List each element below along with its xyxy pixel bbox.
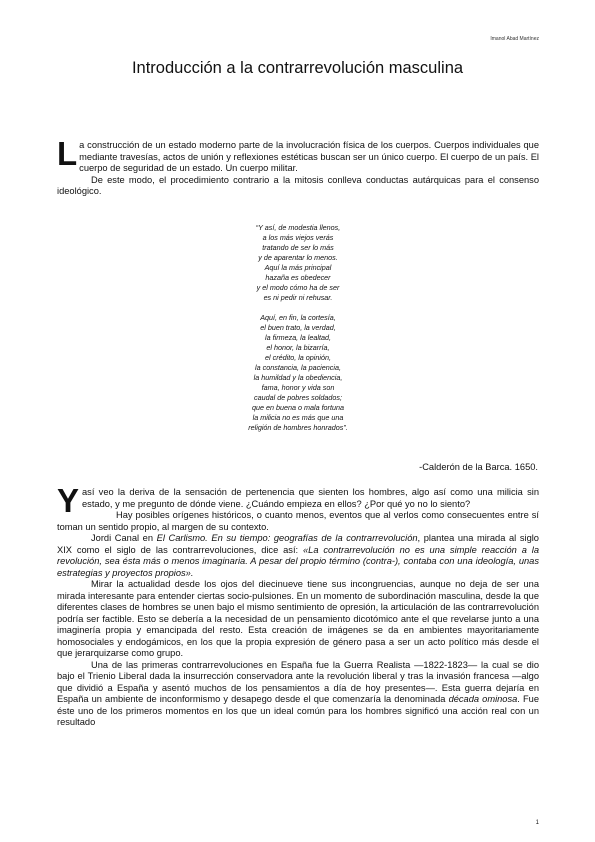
main-section [57, 482, 539, 729]
poem-line: el buen trato, la verdad, [260, 323, 336, 332]
page-title: Introducción a la contrarrevolución masculina [131, 59, 464, 77]
intro-paragraph-2: De este modo, el procedimiento contrario a la mitosis conlleva conductas autárquicas para el consenso ideológico. [57, 174, 539, 196]
section2-paragraph-3: Jordi Canal en El Carlismo. En su tiempo: geografías de la contrarrevolución, plantea una mirada al siglo XIX como el siglo de las contrarrevoluciones, dice así: «La contrarrevolución no es una simple reacción a la revolución, sea ésta más o menos imaginaria. A pesar del propio término (contra-), contaba con una ideología, unas estrategias y proyectos propios». [57, 533, 539, 578]
poem-line: la firmeza, la lealtad, [265, 333, 331, 342]
poem-line: religión de hombres honrados”. [248, 423, 348, 432]
page-number: 1 [535, 820, 539, 826]
term-italic: década ominosa [448, 694, 518, 704]
poem-quote [200, 223, 396, 433]
section2-paragraph-2: Hay posibles orígenes históricos, o cuanto menos, eventos que al verlos como consecuentes entre sí toman un sentido propio, al margen de su contexto. [57, 510, 539, 532]
poem-line: “Y así, de modestia llenos, [255, 223, 341, 232]
poem-line: Aquí, en fin, la cortesía, [260, 313, 336, 322]
intro-paragraph-1: La construcción de un estado moderno parte de la involucración física de los cuerpos. Cuerpos individuales que mediante travesías, actos de unión y reflexiones estéticas buscan ser un único cuerpo. El cuerpo de un país. El cuerpo de seguridad de un estado. Un cuerpo militar. [57, 135, 539, 173]
poem-line: el crédito, la opinión, [265, 353, 331, 362]
book-title: El Carlismo. En su tiempo: geografías de la contrarrevolución [156, 533, 418, 543]
poem-line: que en buena o mala fortuna [252, 403, 344, 412]
poem-line: la humildad y la obediencia, [253, 373, 343, 382]
poem-attribution: -Calderón de la Barca. 1650. [419, 462, 538, 472]
section2-paragraph-5: Una de las primeras contrarrevoluciones en España fue la Guerra Realista —1822-1823— la cual se dio bajo el Trienio Liberal dada la insurrección conservadora ante la revolución liberal y tras la invasión francesa —algo que dividió a España y asentó muchos de los pensamientos a día de hoy presentes—. Esta guerra dejaría en España un ambiente de inconformismo y desapego desde el que comenzaría la denominada década ominosa. Fue éste uno de los primeros momentos en los que un ideal común para los hombres significó una acción real con un resultado [57, 659, 539, 727]
section2-paragraph-1: Yasí veo la deriva de la sensación de pertenencia que sienten los hombres, algo así como una milicia sin estado, y me pregunto de dónde viene. ¿Cuándo empieza en ellos? ¿Por qué yo no lo siento? [57, 482, 539, 519]
poem-line: la constancia, la paciencia, [255, 363, 341, 372]
poem-line: es ni pedir ni rehusar. [263, 293, 333, 302]
poem-line: Aquí la más principal [264, 263, 332, 272]
section2-paragraph-4: Mirar la actualidad desde los ojos del diecinueve tiene sus incongruencias, aunque no deja de ser una mirada interesante para entender ciertas socio-pulsiones. En un momento de subordinación masculina, desde la que diferentes clases de hombres se unen bajo el mismo sentimiento de opresión, la articulación de las contrarrevolución podría ser factible. Esto se debería a la necesidad de un pensamiento dicotómico ante el que revelarse junto a una imaginería propia y emancipada del resto. Esta creación de imágenes se da en ambientes mayoritariamente homosociales y endogámicos, en los que la propia expresión de género pasa a ser un acto político más desde el que jerarquizarse como grupo. [57, 579, 539, 658]
poem-line: hazaña es obedecer [265, 273, 331, 282]
intro-section [57, 135, 539, 198]
drop-cap: L [57, 135, 78, 172]
poem-line: y de aparentar lo menos. [258, 253, 338, 262]
poem-line: tratando de ser lo más [262, 243, 334, 252]
poem-stanza-1 [200, 223, 396, 303]
poem-line: y el modo cómo ha de ser [256, 283, 340, 292]
drop-cap: Y [57, 482, 80, 519]
poem-line: fama, honor y vida son [261, 383, 335, 392]
poem-line: el honor, la bizarría, [266, 343, 330, 352]
poem-stanza-2 [200, 313, 396, 433]
poem-line: la milicia no es más que una [252, 413, 344, 422]
poem-line: a los más viejos verás [262, 233, 334, 242]
inline-quote: «La contrarrevolución no es una simple reacción a la revolución, sea ésta más o menos imaginaria. A pesar del propio término (contra-), contaba con una ideología, unas estrategias y proyectos propios». [57, 544, 539, 578]
poem-line: caudal de pobres soldados; [254, 393, 342, 402]
header-author: Imanol Abad Martínez [490, 36, 539, 42]
